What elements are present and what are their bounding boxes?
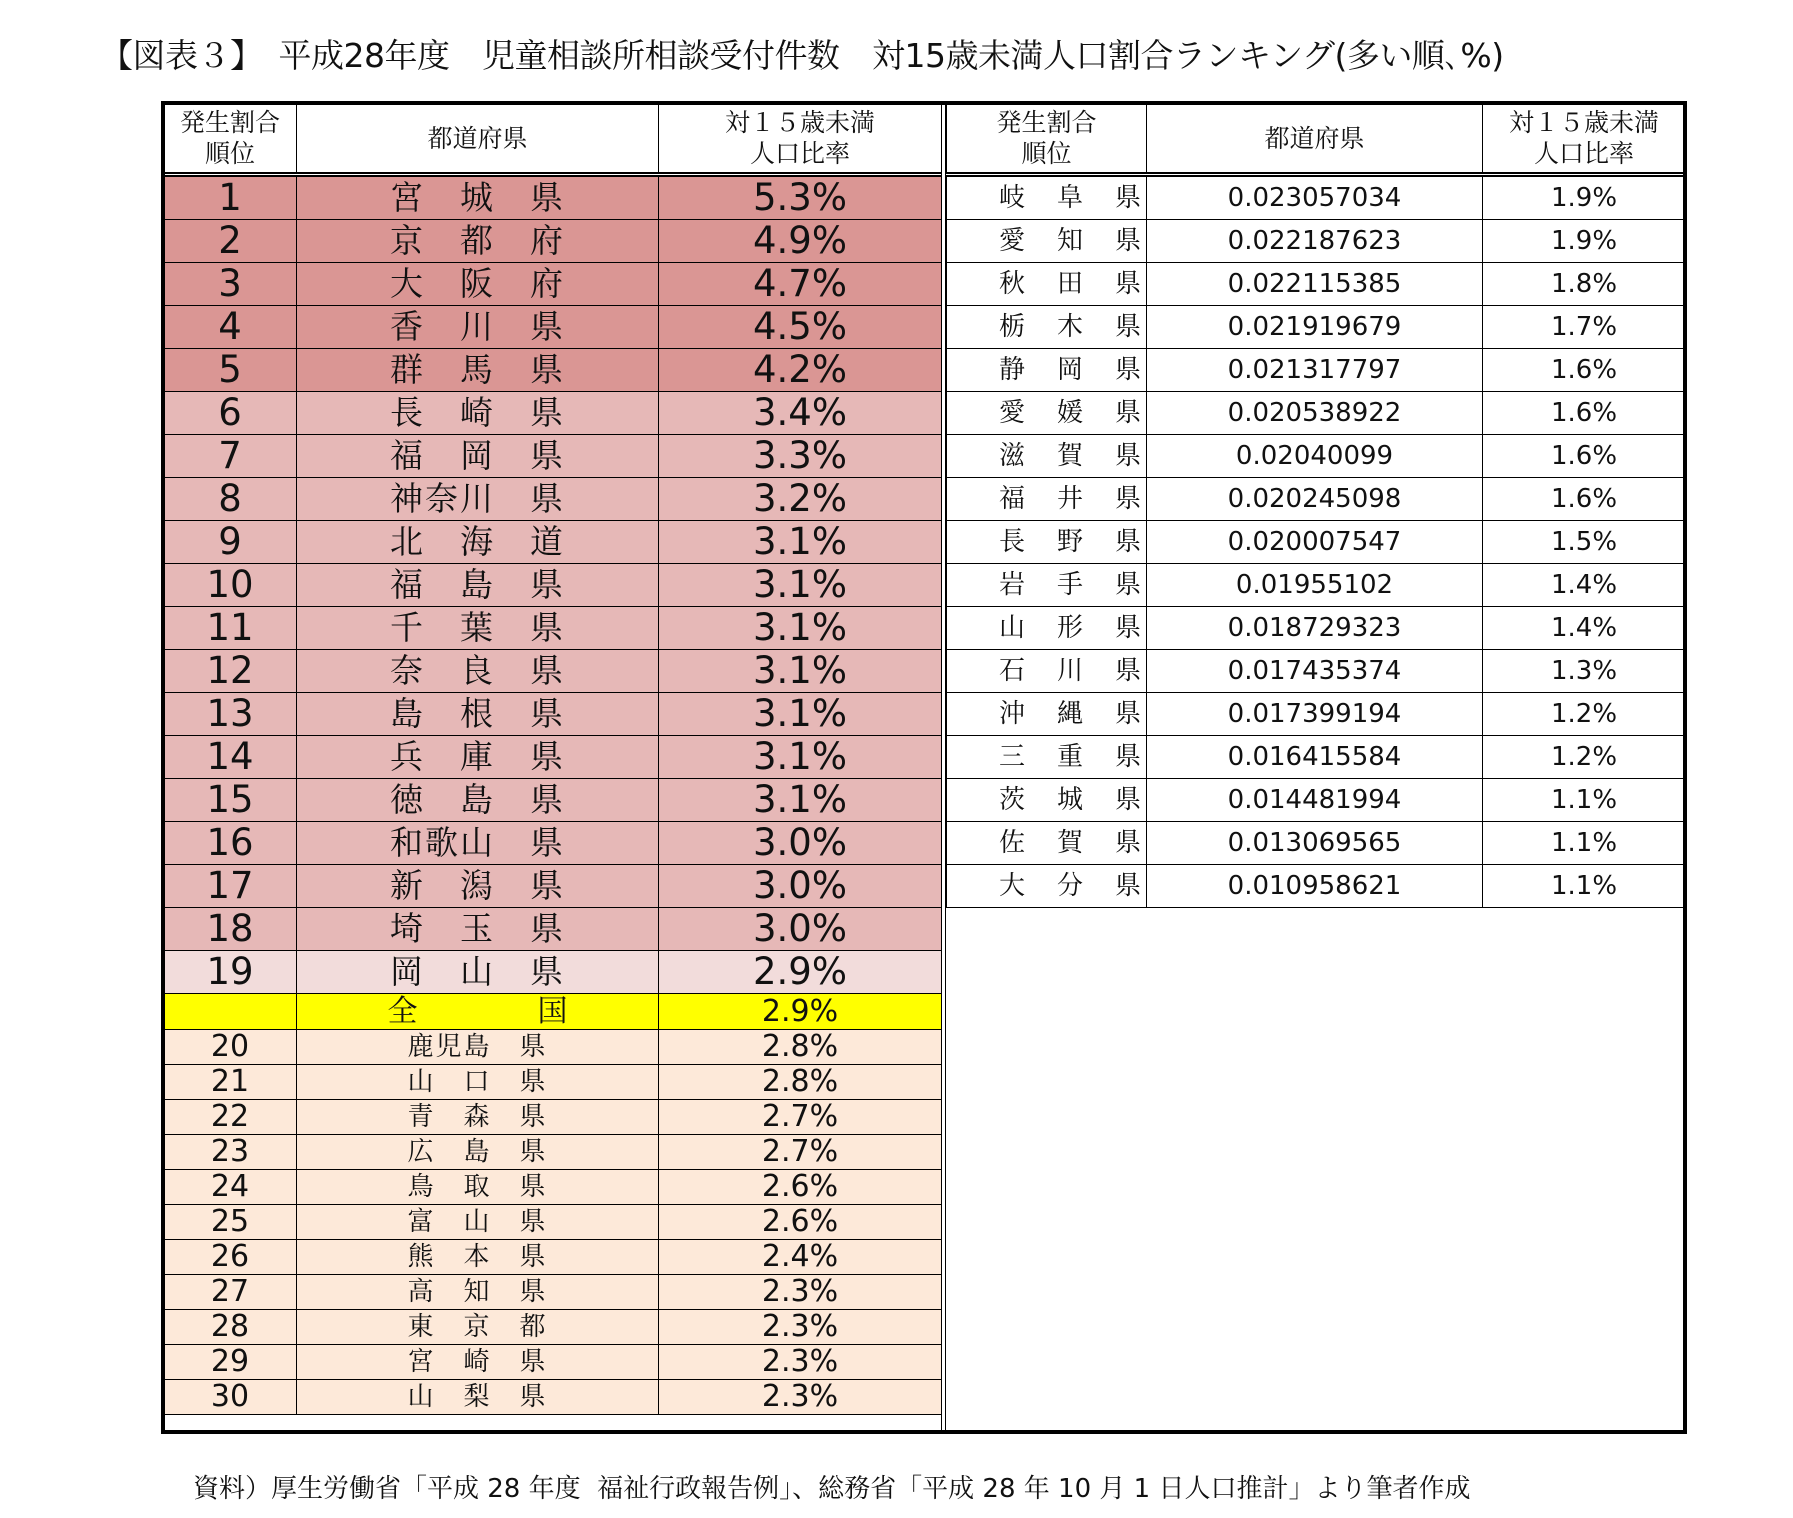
ratio-cell: 3.1% [659,650,942,693]
table-row [164,779,942,822]
table-row [164,1135,942,1170]
prefecture-cell: 沖 縄 県 [947,693,1147,736]
prefecture-cell: 大 分 県 [947,865,1147,908]
rank-cell [164,994,297,1030]
value-cell: 0.016415584 [1147,736,1483,779]
rank-cell: 29 [164,1345,297,1380]
prefecture-cell: 岐 阜 県 [947,175,1147,220]
prefecture-cell: 山 口 県 [297,1065,659,1100]
ratio-cell: 3.0% [659,908,942,951]
table-row [947,693,1686,736]
prefecture-cell: 徳 島 県 [297,779,659,822]
ratio-cell: 1.1% [1483,865,1686,908]
ratio-cell: 3.3% [659,435,942,478]
source-footnote: 資料）厚生労働省「平成 28 年度 福祉行政報告例」、総務省「平成 28 年 10 月 1 日人口推計」より筆者作成 [193,1474,1471,1504]
rank-cell: 18 [164,908,297,951]
rank-cell: 22 [164,1100,297,1135]
table-row [947,521,1686,564]
value-cell: 0.022115385 [1147,263,1483,306]
table-row [947,175,1686,220]
table-row [164,1345,942,1380]
header-rank: 発生割合 順位 [947,104,1147,175]
prefecture-cell: 宮 城 県 [297,175,659,220]
table-row [164,607,942,650]
ratio-cell: 2.3% [659,1275,942,1310]
table-row [947,650,1686,693]
table-row [947,263,1686,306]
prefecture-cell: 広 島 県 [297,1135,659,1170]
ranking-table-right [946,103,1686,908]
value-cell: 0.021919679 [1147,306,1483,349]
prefecture-cell: 兵 庫 県 [297,736,659,779]
table-row [164,693,942,736]
table-row [164,306,942,349]
ratio-cell: 2.6% [659,1205,942,1240]
value-cell: 0.014481994 [1147,779,1483,822]
table-row [164,349,942,392]
value-cell: 0.020538922 [1147,392,1483,435]
prefecture-cell: 富 山 県 [297,1205,659,1240]
table-row [164,175,942,220]
table-row [947,392,1686,435]
ratio-cell: 1.6% [1483,478,1686,521]
ratio-cell: 4.9% [659,220,942,263]
rank-cell: 15 [164,779,297,822]
table-row [164,951,942,994]
prefecture-cell: 全 国 [297,994,659,1030]
table-row [164,908,942,951]
table-row [947,564,1686,607]
ratio-cell: 1.8% [1483,263,1686,306]
value-cell: 0.022187623 [1147,220,1483,263]
value-cell: 0.020007547 [1147,521,1483,564]
ratio-cell: 2.8% [659,1065,942,1100]
ratio-cell: 1.3% [1483,650,1686,693]
table-row [164,564,942,607]
prefecture-cell: 栃 木 県 [947,306,1147,349]
ratio-cell: 3.1% [659,736,942,779]
prefecture-cell: 愛 媛 県 [947,392,1147,435]
table-row [164,220,942,263]
rank-cell: 19 [164,951,297,994]
ratio-cell: 3.1% [659,779,942,822]
ratio-cell: 1.4% [1483,564,1686,607]
ratio-cell: 3.1% [659,521,942,564]
rank-cell: 25 [164,1205,297,1240]
ratio-cell: 2.9% [659,951,942,994]
header-prefecture: 都道府県 [297,104,659,175]
rank-cell: 28 [164,1310,297,1345]
prefecture-cell: 熊 本 県 [297,1240,659,1275]
ratio-cell: 2.7% [659,1135,942,1170]
prefecture-cell: 滋 賀 県 [947,435,1147,478]
prefecture-cell: 神奈川 県 [297,478,659,521]
value-cell: 0.021317797 [1147,349,1483,392]
ratio-cell: 2.8% [659,1030,942,1065]
ratio-cell: 2.3% [659,1345,942,1380]
ratio-cell: 5.3% [659,175,942,220]
value-cell: 0.023057034 [1147,175,1483,220]
national-row [164,994,942,1030]
ratio-cell: 2.7% [659,1100,942,1135]
table-header [947,104,1686,175]
header-ratio: 対１５歳未満 人口比率 [1483,104,1686,175]
ratio-cell: 3.0% [659,865,942,908]
prefecture-cell: 山 梨 県 [297,1380,659,1415]
prefecture-cell: 東 京 都 [297,1310,659,1345]
table-header [164,104,942,175]
table-row [164,263,942,306]
table-row [164,650,942,693]
table-row [947,349,1686,392]
prefecture-cell: 秋 田 県 [947,263,1147,306]
prefecture-cell: 奈 良 県 [297,650,659,693]
table-row [947,435,1686,478]
prefecture-cell: 長 崎 県 [297,392,659,435]
ratio-cell: 2.9% [659,994,942,1030]
prefecture-cell: 鳥 取 県 [297,1170,659,1205]
table-row [164,1170,942,1205]
ratio-cell: 1.9% [1483,175,1686,220]
ratio-cell: 2.3% [659,1310,942,1345]
value-cell: 0.02040099 [1147,435,1483,478]
rank-cell: 16 [164,822,297,865]
prefecture-cell: 千 葉 県 [297,607,659,650]
value-cell: 0.017399194 [1147,693,1483,736]
value-cell: 0.01955102 [1147,564,1483,607]
table-row [947,478,1686,521]
prefecture-cell: 茨 城 県 [947,779,1147,822]
prefecture-cell: 三 重 県 [947,736,1147,779]
rank-cell: 12 [164,650,297,693]
header-ratio: 対１５歳未満 人口比率 [659,104,942,175]
value-cell: 0.013069565 [1147,822,1483,865]
page-title: 【図表３】 平成28年度 児童相談所相談受付件数 対15歳未満人口割合ランキング(多い順､%) [100,36,1504,75]
prefecture-cell: 福 島 県 [297,564,659,607]
ratio-cell: 1.9% [1483,220,1686,263]
ratio-cell: 1.1% [1483,779,1686,822]
prefecture-cell: 山 形 県 [947,607,1147,650]
prefecture-cell: 群 馬 県 [297,349,659,392]
prefecture-cell: 岡 山 県 [297,951,659,994]
ratio-cell: 2.4% [659,1240,942,1275]
table-row [947,736,1686,779]
ratio-cell: 2.6% [659,1170,942,1205]
table-row [164,478,942,521]
prefecture-cell: 福 岡 県 [297,435,659,478]
prefecture-cell: 長 野 県 [947,521,1147,564]
ratio-cell: 4.2% [659,349,942,392]
ratio-cell: 1.1% [1483,822,1686,865]
prefecture-cell: 大 阪 府 [297,263,659,306]
ratio-cell: 3.2% [659,478,942,521]
table-row [947,779,1686,822]
value-cell: 0.018729323 [1147,607,1483,650]
header-prefecture: 都道府県 [1147,104,1483,175]
prefecture-cell: 鹿児島 県 [297,1030,659,1065]
ratio-cell: 1.6% [1483,392,1686,435]
table-row [947,607,1686,650]
ratio-cell: 3.1% [659,607,942,650]
prefecture-cell: 石 川 県 [947,650,1147,693]
rank-cell: 9 [164,521,297,564]
prefecture-cell: 和歌山 県 [297,822,659,865]
ratio-cell: 1.6% [1483,435,1686,478]
ratio-cell: 3.1% [659,693,942,736]
table-row [164,1240,942,1275]
table-divider [941,101,946,1434]
prefecture-cell: 京 都 府 [297,220,659,263]
ratio-cell: 3.1% [659,564,942,607]
ratio-cell: 1.2% [1483,693,1686,736]
table-row [947,865,1686,908]
prefecture-cell: 島 根 県 [297,693,659,736]
prefecture-cell: 青 森 県 [297,1100,659,1135]
prefecture-cell: 福 井 県 [947,478,1147,521]
prefecture-cell: 佐 賀 県 [947,822,1147,865]
rank-cell: 8 [164,478,297,521]
prefecture-cell: 新 潟 県 [297,865,659,908]
ratio-cell: 1.6% [1483,349,1686,392]
ratio-cell: 1.2% [1483,736,1686,779]
table-row [947,306,1686,349]
rank-cell: 11 [164,607,297,650]
rank-cell: 30 [164,1380,297,1415]
ratio-cell: 1.7% [1483,306,1686,349]
ratio-cell: 3.4% [659,392,942,435]
prefecture-cell: 北 海 道 [297,521,659,564]
table-row [164,822,942,865]
ratio-cell: 3.0% [659,822,942,865]
table-row [164,1310,942,1345]
table-row [164,736,942,779]
rank-cell: 13 [164,693,297,736]
rank-cell: 21 [164,1065,297,1100]
prefecture-cell: 香 川 県 [297,306,659,349]
header-rank: 発生割合 順位 [164,104,297,175]
table-row [164,1065,942,1100]
prefecture-cell: 岩 手 県 [947,564,1147,607]
rank-cell: 27 [164,1275,297,1310]
rank-cell: 10 [164,564,297,607]
prefecture-cell: 静 岡 県 [947,349,1147,392]
ratio-cell: 4.7% [659,263,942,306]
value-cell: 0.010958621 [1147,865,1483,908]
rank-cell: 20 [164,1030,297,1065]
table-row [164,392,942,435]
prefecture-cell: 愛 知 県 [947,220,1147,263]
prefecture-cell: 高 知 県 [297,1275,659,1310]
table-row [164,865,942,908]
ratio-cell: 1.5% [1483,521,1686,564]
rank-cell: 6 [164,392,297,435]
rank-cell: 23 [164,1135,297,1170]
table-row [164,1205,942,1240]
rank-cell: 26 [164,1240,297,1275]
table-row [164,1100,942,1135]
rank-cell: 1 [164,175,297,220]
table-row [164,1030,942,1065]
prefecture-cell: 埼 玉 県 [297,908,659,951]
table-row [164,1275,942,1310]
table-row [164,521,942,564]
value-cell: 0.020245098 [1147,478,1483,521]
rank-cell: 17 [164,865,297,908]
rank-cell: 5 [164,349,297,392]
value-cell: 0.017435374 [1147,650,1483,693]
table-row [164,1380,942,1415]
rank-cell: 24 [164,1170,297,1205]
ranking-table-left [163,103,942,1415]
ratio-cell: 2.3% [659,1380,942,1415]
table-row [947,822,1686,865]
rank-cell: 4 [164,306,297,349]
rank-cell: 14 [164,736,297,779]
ratio-cell: 1.4% [1483,607,1686,650]
rank-cell: 7 [164,435,297,478]
ratio-cell: 4.5% [659,306,942,349]
rank-cell: 2 [164,220,297,263]
table-row [164,435,942,478]
table-row [947,220,1686,263]
prefecture-cell: 宮 崎 県 [297,1345,659,1380]
rank-cell: 3 [164,263,297,306]
